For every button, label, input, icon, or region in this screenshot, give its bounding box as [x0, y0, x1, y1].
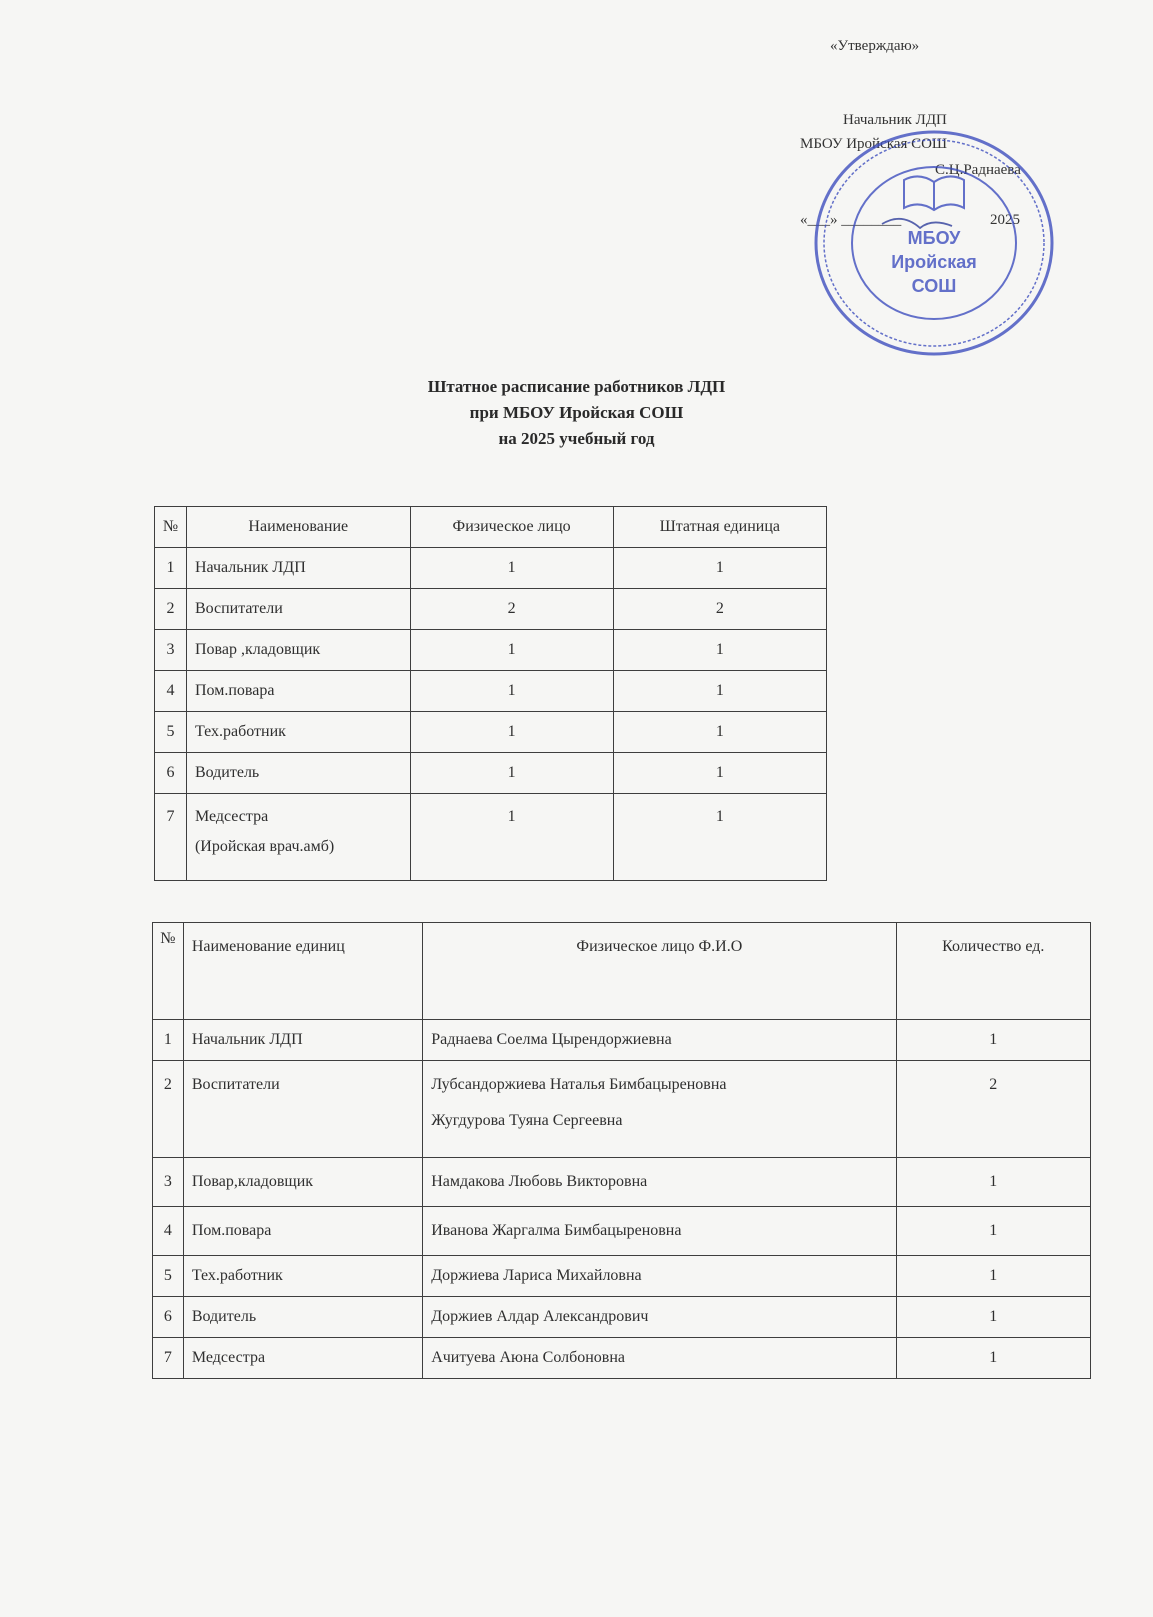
cell-name: Тех.работник — [183, 1256, 422, 1297]
approval-signatory: С.Ц.Раднаева — [935, 162, 1021, 178]
cell-quantity: 1 — [896, 1338, 1090, 1379]
header-name: Наименование — [186, 507, 410, 548]
cell-name-line-1: Медсестра — [194, 808, 269, 825]
header-quantity: Количество ед. — [896, 923, 1090, 1020]
cell-name: Тех.работник — [186, 712, 410, 753]
cell-number: 4 — [155, 671, 187, 712]
cell-number: 7 — [153, 1338, 184, 1379]
cell-name: Начальник ЛДП — [183, 1020, 422, 1061]
cell-quantity: 1 — [896, 1207, 1090, 1256]
cell-name: Пом.повара — [186, 671, 410, 712]
cell-number: 4 — [153, 1207, 184, 1256]
cell-number: 3 — [153, 1158, 184, 1207]
book-icon — [904, 176, 964, 210]
header-physical: Физическое лицо — [410, 507, 613, 548]
document-title-line-3: на 2025 учебный год — [498, 429, 655, 448]
persons-table — [152, 922, 1091, 1379]
table-row — [155, 794, 827, 881]
table-row — [153, 1061, 1091, 1158]
cell-fio-line-2: Жугдурова Туяна Сергеевна — [431, 1112, 623, 1129]
signature-scribble — [882, 219, 952, 228]
cell-number: 6 — [153, 1297, 184, 1338]
approval-organization: МБОУ Иройская СОШ — [800, 136, 948, 152]
header-unit-name: Наименование единиц — [183, 923, 422, 1020]
document-title-line-1: Штатное расписание работников ЛДП — [427, 377, 726, 396]
table-row — [155, 589, 827, 630]
cell-fio: Доржиева Лариса Михайловна — [423, 1256, 896, 1297]
table-row — [153, 1338, 1091, 1379]
cell-number: 1 — [153, 1020, 184, 1061]
cell-fio: Намдакова Любовь Викторовна — [423, 1158, 896, 1207]
cell-number: 3 — [155, 630, 187, 671]
table-row — [155, 753, 827, 794]
table-row — [155, 630, 827, 671]
table-row — [153, 1207, 1091, 1256]
cell-physical: 1 — [410, 753, 613, 794]
table-header-row — [153, 923, 1091, 1020]
cell-quantity: 1 — [896, 1297, 1090, 1338]
cell-physical: 1 — [410, 630, 613, 671]
cell-physical: 2 — [410, 589, 613, 630]
cell-staff-unit: 2 — [613, 589, 826, 630]
cell-quantity: 1 — [896, 1256, 1090, 1297]
cell-quantity: 2 — [896, 1061, 1090, 1158]
table-row — [153, 1020, 1091, 1061]
cell-physical: 1 — [410, 794, 613, 881]
school-stamp — [812, 128, 1056, 358]
cell-number: 5 — [155, 712, 187, 753]
cell-physical: 1 — [410, 548, 613, 589]
cell-number: 5 — [153, 1256, 184, 1297]
cell-name: Воспитатели — [186, 589, 410, 630]
cell-staff-unit: 1 — [613, 794, 826, 881]
cell-physical: 1 — [410, 671, 613, 712]
header-staff-unit: Штатная единица — [613, 507, 826, 548]
cell-fio: Иванова Жаргалма Бимбацыреновна — [423, 1207, 896, 1256]
cell-number: 7 — [155, 794, 187, 881]
cell-name: Медсестра — [183, 1338, 422, 1379]
table-header-row — [155, 507, 827, 548]
document-title-line-2: при МБОУ Иройская СОШ — [469, 403, 684, 422]
cell-number: 1 — [155, 548, 187, 589]
cell-staff-unit: 1 — [613, 630, 826, 671]
cell-name: Водитель — [183, 1297, 422, 1338]
cell-number: 6 — [155, 753, 187, 794]
cell-physical: 1 — [410, 712, 613, 753]
approval-title: «Утверждаю» — [830, 38, 920, 54]
cell-name: Повар ,кладовщик — [186, 630, 410, 671]
approval-date: «___» ________ — [800, 212, 902, 228]
cell-fio: Раднаева Соелма Цырендоржиевна — [423, 1020, 896, 1061]
header-fio: Физическое лицо Ф.И.О — [423, 923, 896, 1020]
cell-staff-unit: 1 — [613, 712, 826, 753]
cell-staff-unit: 1 — [613, 548, 826, 589]
stamp-line-3: СОШ — [911, 276, 957, 296]
table-row — [155, 548, 827, 589]
table-row — [153, 1158, 1091, 1207]
cell-name-line-2: (Иройская врач.амб) — [194, 838, 335, 855]
cell-quantity: 1 — [896, 1158, 1090, 1207]
cell-staff-unit: 1 — [613, 753, 826, 794]
cell-name: Водитель — [186, 753, 410, 794]
table-row — [155, 671, 827, 712]
table-row — [155, 712, 827, 753]
staff-table — [154, 506, 827, 881]
approval-position: Начальник ЛДП — [843, 112, 947, 128]
cell-fio — [423, 1061, 896, 1158]
cell-name — [186, 794, 410, 881]
cell-staff-unit: 1 — [613, 671, 826, 712]
cell-name: Начальник ЛДП — [186, 548, 410, 589]
cell-number: 2 — [155, 589, 187, 630]
table-row — [153, 1256, 1091, 1297]
cell-name: Воспитатели — [183, 1061, 422, 1158]
header-number: № — [153, 923, 184, 1020]
cell-name: Пом.повара — [183, 1207, 422, 1256]
cell-fio-line-1: Лубсандоржиева Наталья Бимбацыреновна — [431, 1076, 727, 1093]
table-row — [153, 1297, 1091, 1338]
cell-fio: Доржиев Алдар Александрович — [423, 1297, 896, 1338]
approval-year: 2025 — [990, 212, 1020, 228]
stamp-line-2: Иройская — [891, 252, 977, 272]
cell-number: 2 — [153, 1061, 184, 1158]
cell-quantity: 1 — [896, 1020, 1090, 1061]
stamp-line-1: МБОУ — [907, 228, 961, 248]
cell-name: Повар,кладовщик — [183, 1158, 422, 1207]
header-number: № — [155, 507, 187, 548]
cell-fio: Ачитуева Аюна Солбоновна — [423, 1338, 896, 1379]
